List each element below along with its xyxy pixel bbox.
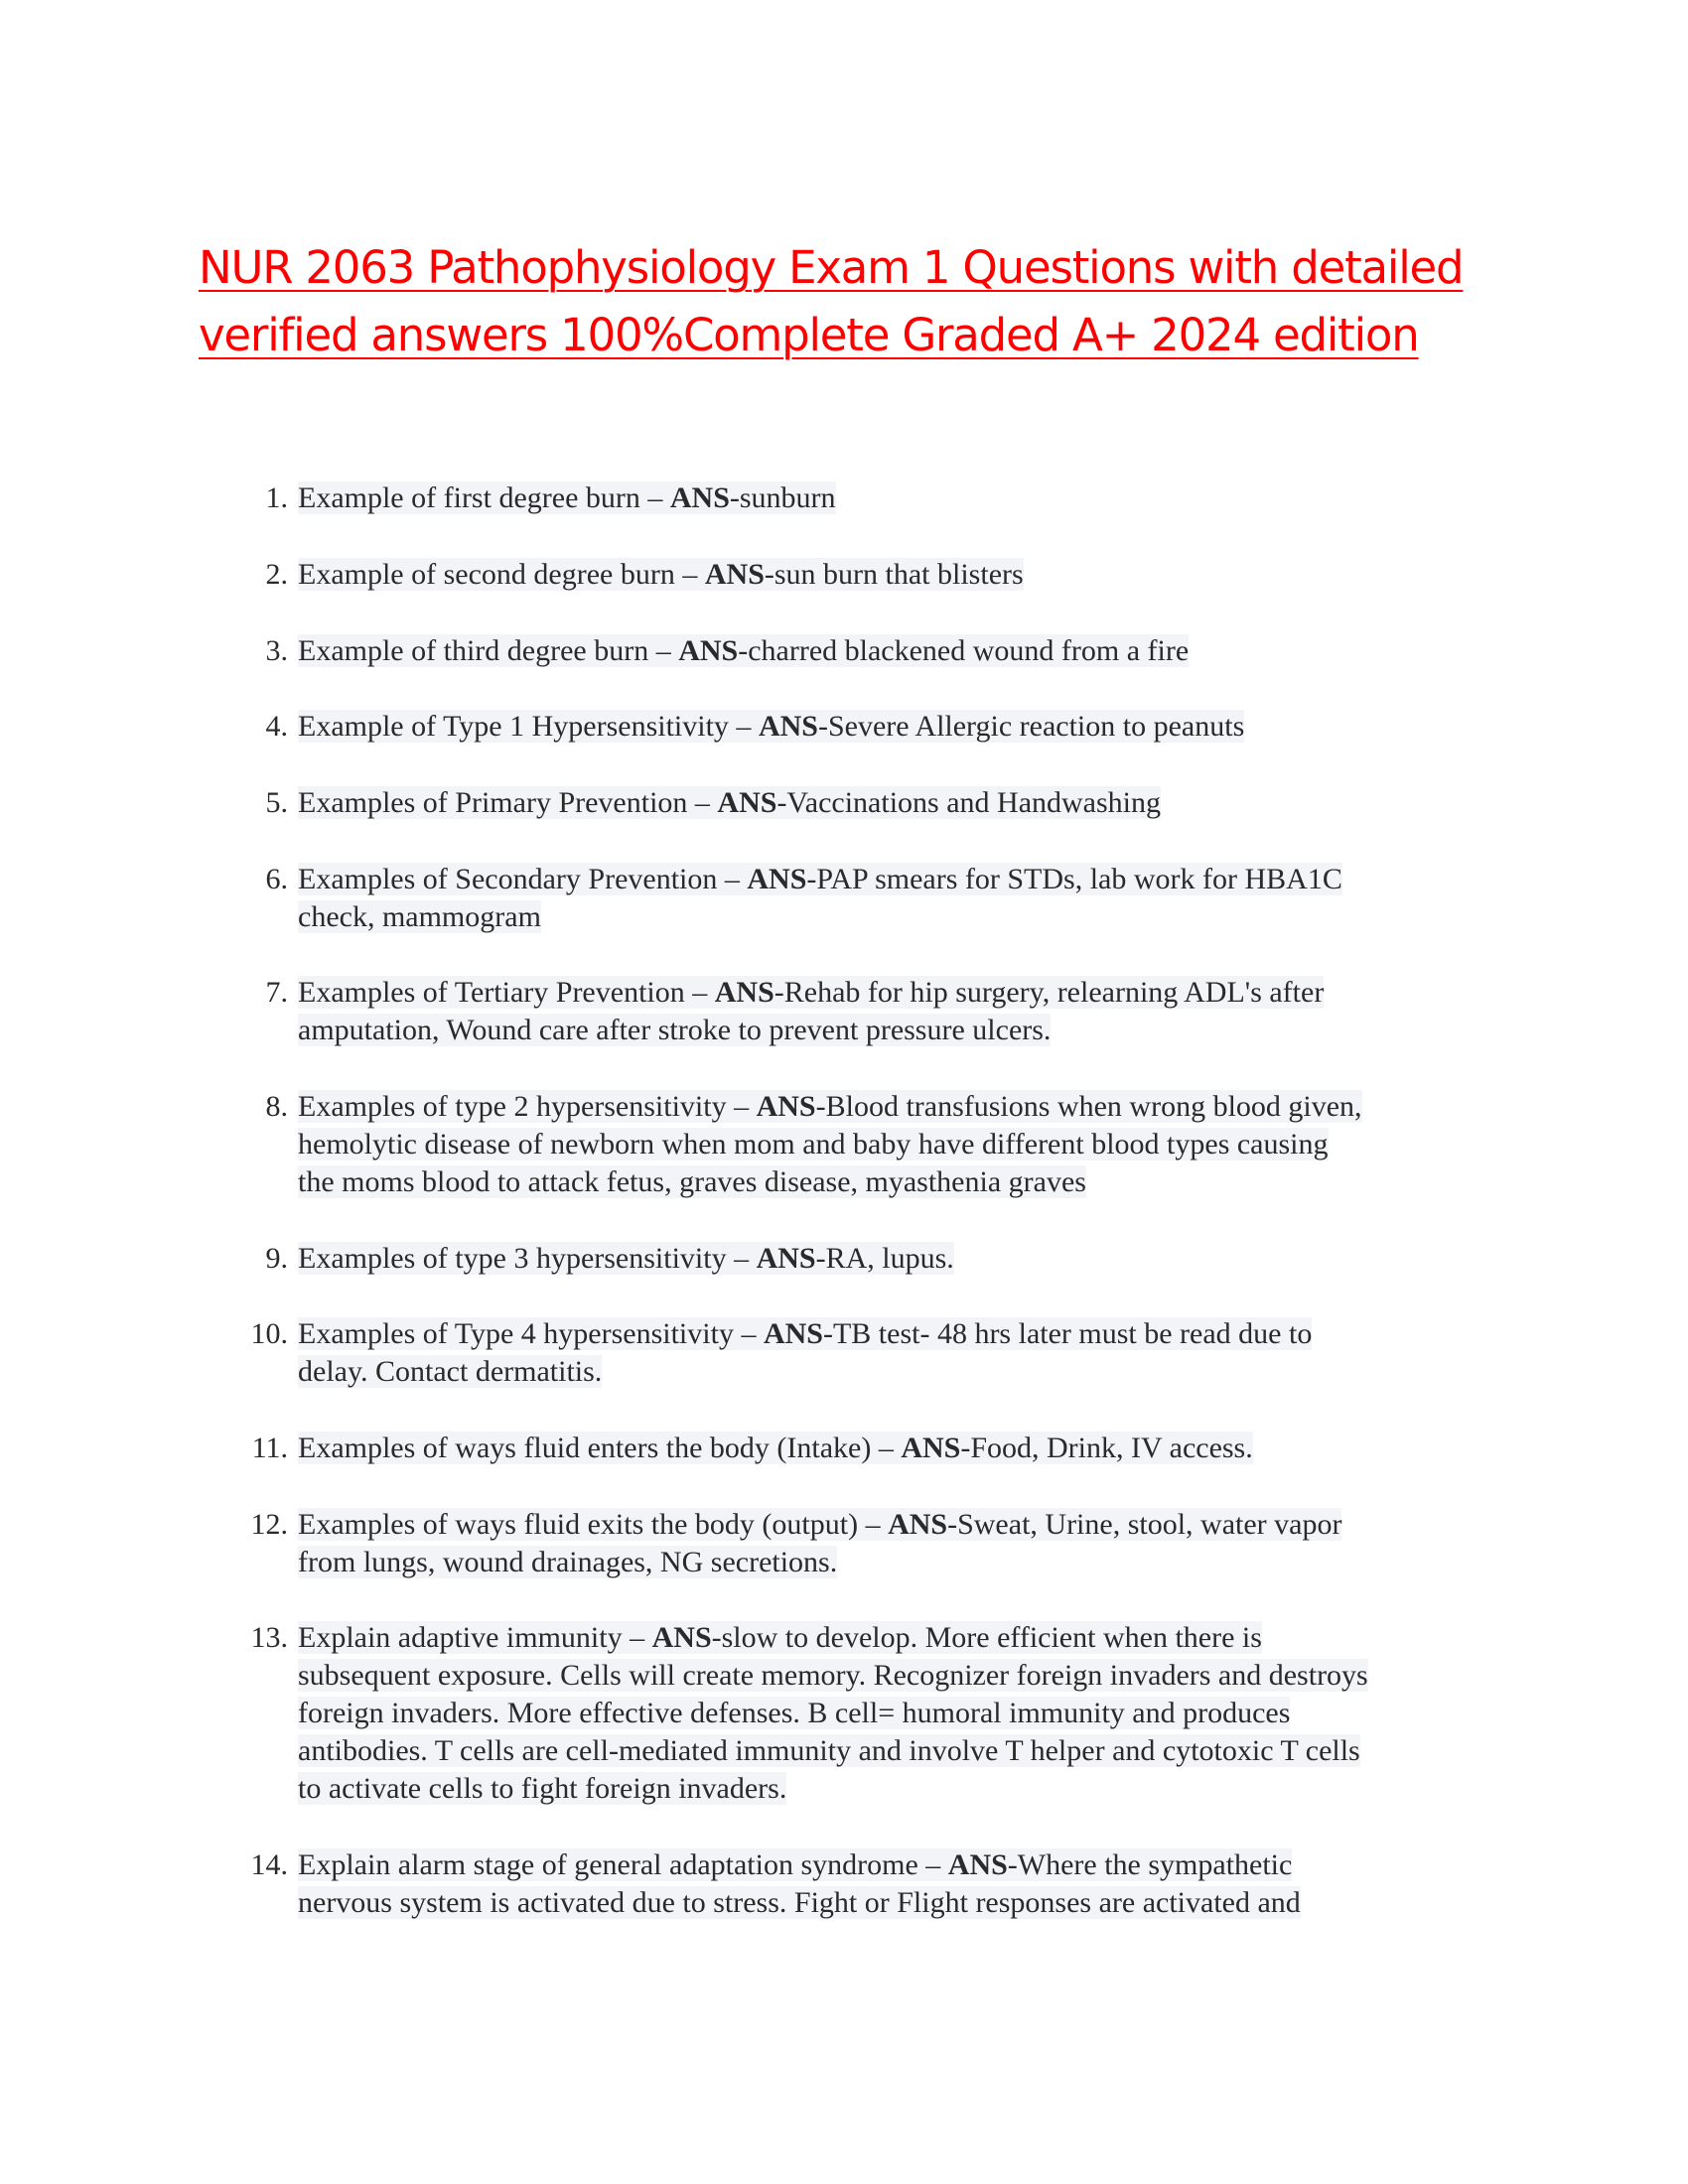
item-number-text: 5. <box>265 786 288 819</box>
item-line-highlight <box>298 1886 1301 1919</box>
item-line <box>298 1315 1688 1353</box>
answer-marker: ANS <box>947 1848 1008 1881</box>
question-text: Explain alarm stage of general adaptation syndrome – <box>298 1848 948 1881</box>
item-line-highlight <box>298 1432 1253 1464</box>
answer-marker: ANS <box>717 786 777 819</box>
item-line-highlight <box>298 1014 1051 1046</box>
item-body <box>298 1315 1688 1391</box>
question-text: Explain adaptive immunity – <box>298 1621 652 1654</box>
item-body <box>298 861 1688 936</box>
item-line <box>298 898 1688 936</box>
answer-text: nervous system is activated due to stress. Fight or Flight responses are activated and <box>298 1886 1301 1919</box>
answer-text: the moms blood to attack fetus, graves disease, myasthenia graves <box>298 1165 1086 1198</box>
item-line-highlight <box>298 1734 1360 1767</box>
item-line-highlight <box>298 1659 1368 1692</box>
item-body <box>298 479 1688 517</box>
answer-marker: ANS <box>651 1621 712 1654</box>
answer-text: -PAP smears for STDs, lab work for HBA1C <box>806 863 1342 895</box>
question-text: Examples of type 3 hypersensitivity – <box>298 1242 757 1275</box>
item-line-highlight <box>298 1090 1362 1123</box>
item-line <box>298 1544 1688 1581</box>
question-text: Example of second degree burn – <box>298 558 705 591</box>
item-number-text: 13. <box>250 1621 288 1654</box>
item-number-text: 2. <box>265 558 288 591</box>
item-line-highlight <box>298 786 1161 819</box>
answer-marker: ANS <box>758 710 818 743</box>
item-line <box>298 708 1688 746</box>
item-number-text: 7. <box>265 976 288 1009</box>
question-text: Examples of Type 4 hypersensitivity – <box>298 1317 764 1350</box>
answer-text: subsequent exposure. Cells will create memory. Recognizer foreign invaders and destroys <box>298 1659 1368 1692</box>
item-line <box>298 1240 1688 1278</box>
item-line-highlight <box>298 1317 1312 1350</box>
item-line <box>298 1012 1688 1049</box>
item-line-highlight <box>298 863 1342 895</box>
item-line-highlight <box>298 1546 837 1578</box>
document-title <box>199 234 1509 369</box>
item-line-highlight <box>298 1242 954 1275</box>
item-number-text: 11. <box>251 1432 288 1464</box>
answer-text: -sunburn <box>729 481 836 514</box>
item-number-text: 3. <box>265 634 288 667</box>
answer-text: -Vaccinations and Handwashing <box>776 786 1161 819</box>
item-body <box>298 1846 1688 1922</box>
answer-text: amputation, Wound care after stroke to prevent pressure ulcers. <box>298 1014 1052 1046</box>
item-number-text: 9. <box>265 1242 288 1275</box>
answer-text: -Blood transfusions when wrong blood given, <box>815 1090 1362 1123</box>
answer-text: -TB test- 48 hrs later must be read due to <box>822 1317 1313 1350</box>
item-line-highlight <box>298 900 541 933</box>
answer-text: -Severe Allergic reaction to peanuts <box>817 710 1245 743</box>
item-line <box>298 1088 1688 1126</box>
item-line-highlight <box>298 1355 602 1388</box>
answer-marker: ANS <box>763 1317 823 1350</box>
answer-marker: ANS <box>747 863 807 895</box>
document-title-line-2: verified answers 100%Complete Graded A+ 2024 edition <box>199 309 1419 361</box>
item-body <box>298 1619 1688 1808</box>
answer-marker: ANS <box>714 976 774 1009</box>
item-line-highlight <box>298 481 836 514</box>
answer-text: -Rehab for hip surgery, relearning ADL's after <box>774 976 1325 1009</box>
item-line <box>298 479 1688 517</box>
item-line <box>298 1506 1688 1544</box>
question-text: Examples of ways fluid exits the body (output) – <box>298 1508 889 1541</box>
answer-text: -slow to develop. More efficient when there is <box>711 1621 1262 1654</box>
answer-marker: ANS <box>901 1432 961 1464</box>
answer-text: antibodies. T cells are cell-mediated immunity and involve T helper and cytotoxic T cells <box>298 1734 1360 1767</box>
item-number-text: 8. <box>265 1090 288 1123</box>
item-number-text: 14. <box>250 1848 288 1881</box>
item-number-text: 1. <box>265 481 288 514</box>
answer-text: -charred blackened wound from a fire <box>738 634 1190 667</box>
item-line <box>298 1619 1688 1657</box>
item-line <box>298 632 1688 670</box>
item-body <box>298 1088 1688 1201</box>
answer-marker: ANS <box>756 1242 816 1275</box>
item-line-highlight <box>298 634 1189 667</box>
question-text: Example of first degree burn – <box>298 481 670 514</box>
answer-marker: ANS <box>756 1090 816 1123</box>
item-line-highlight <box>298 1848 1292 1881</box>
answer-marker: ANS <box>669 481 730 514</box>
item-line-highlight <box>298 1621 1262 1654</box>
item-number-text: 4. <box>265 710 288 743</box>
question-text: Examples of Primary Prevention – <box>298 786 718 819</box>
item-line <box>298 861 1688 898</box>
item-line <box>298 1732 1688 1770</box>
item-line-highlight <box>298 710 1244 743</box>
document-title-line-1: NUR 2063 Pathophysiology Exam 1 Questions with detailed <box>199 241 1464 294</box>
item-body <box>298 1240 1688 1278</box>
answer-text: -Food, Drink, IV access. <box>960 1432 1253 1464</box>
item-number-text: 12. <box>250 1508 288 1541</box>
item-line-highlight <box>298 1772 786 1805</box>
item-line <box>298 556 1688 594</box>
item-line-highlight <box>298 1508 1341 1541</box>
answer-marker: ANS <box>704 558 765 591</box>
item-line-highlight <box>298 558 1024 591</box>
item-line <box>298 1770 1688 1808</box>
answer-text: delay. Contact dermatitis. <box>298 1355 603 1388</box>
item-number-text: 10. <box>250 1317 288 1350</box>
item-line <box>298 1657 1688 1695</box>
item-line <box>298 974 1688 1012</box>
item-line-highlight <box>298 1165 1086 1198</box>
item-body <box>298 708 1688 746</box>
item-line <box>298 784 1688 822</box>
answer-text: -RA, lupus. <box>815 1242 954 1275</box>
item-body <box>298 556 1688 594</box>
item-body <box>298 974 1688 1049</box>
item-body <box>298 784 1688 822</box>
answer-text: hemolytic disease of newborn when mom and baby have different blood types causing <box>298 1128 1329 1160</box>
item-line <box>298 1353 1688 1391</box>
question-text: Examples of Secondary Prevention – <box>298 863 748 895</box>
answer-text: -sun burn that blisters <box>764 558 1024 591</box>
item-body <box>298 632 1688 670</box>
item-line-highlight <box>298 1128 1329 1160</box>
item-body <box>298 1430 1688 1467</box>
answer-marker: ANS <box>888 1508 948 1541</box>
item-line-highlight <box>298 1697 1290 1729</box>
answer-text: -Where the sympathetic <box>1007 1848 1293 1881</box>
question-text: Examples of Tertiary Prevention – <box>298 976 715 1009</box>
item-line <box>298 1126 1688 1163</box>
answer-text: foreign invaders. More effective defenses. B cell= humoral immunity and produces <box>298 1697 1291 1729</box>
item-line-highlight <box>298 976 1324 1009</box>
answer-text: check, mammogram <box>298 900 541 933</box>
item-line <box>298 1430 1688 1467</box>
answer-text: from lungs, wound drainages, NG secretions. <box>298 1546 838 1578</box>
item-number-text: 6. <box>265 863 288 895</box>
answer-marker: ANS <box>678 634 739 667</box>
answer-text: -Sweat, Urine, stool, water vapor <box>947 1508 1342 1541</box>
item-body <box>298 1506 1688 1581</box>
item-line <box>298 1695 1688 1732</box>
item-line <box>298 1884 1688 1922</box>
item-line <box>298 1846 1688 1884</box>
question-text: Example of Type 1 Hypersensitivity – <box>298 710 759 743</box>
question-text: Example of third degree burn – <box>298 634 679 667</box>
question-text: Examples of type 2 hypersensitivity – <box>298 1090 757 1123</box>
answer-text: to activate cells to fight foreign invaders. <box>298 1772 787 1805</box>
question-text: Examples of ways fluid enters the body (Intake) – <box>298 1432 902 1464</box>
item-line <box>298 1163 1688 1201</box>
